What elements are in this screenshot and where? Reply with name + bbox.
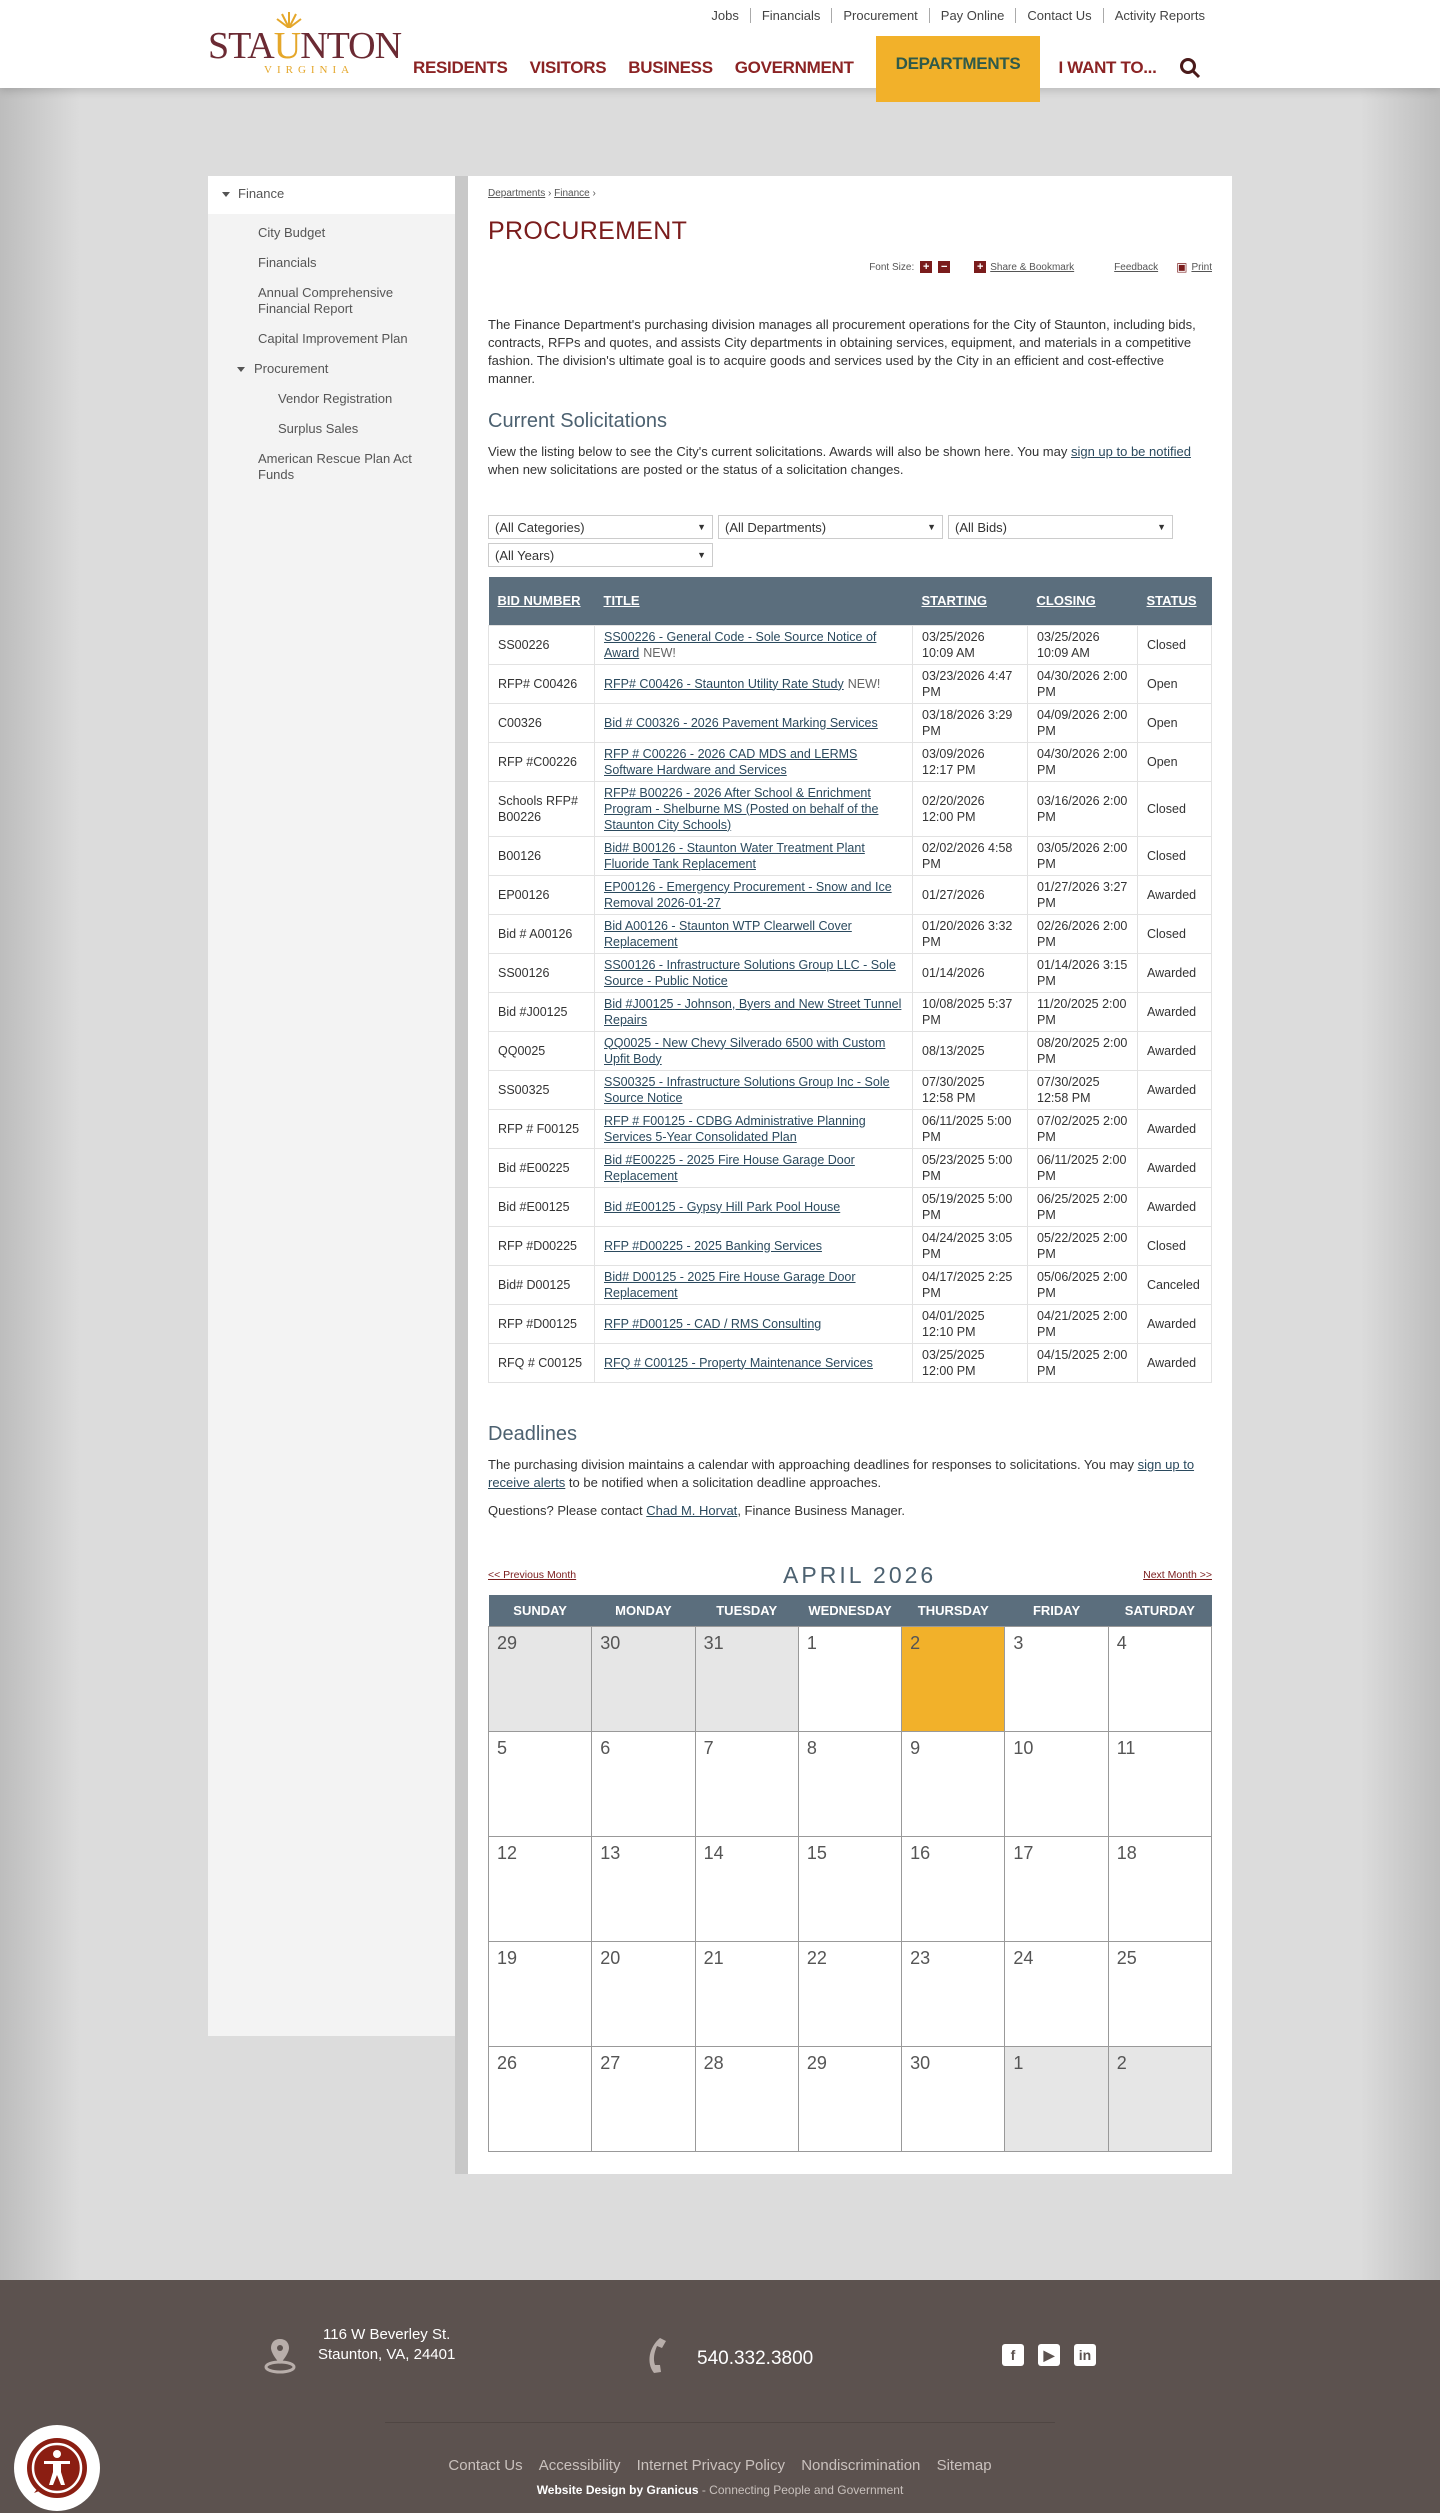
accessibility-icon — [22, 2433, 92, 2503]
page-tools — [488, 260, 1212, 274]
bid-title-link[interactable]: RFP #D00125 - CAD / RMS Consulting — [604, 1316, 822, 1331]
footer-credit — [0, 2483, 1440, 2497]
table-row — [489, 836, 1212, 875]
text: when new solicitations are posted or the status of a solicitation changes. — [488, 462, 904, 477]
sidebar-item-acfr[interactable]: Annual Comprehensive Financial Report — [258, 285, 394, 316]
breadcrumb-departments[interactable]: Departments — [488, 188, 546, 199]
title-cell — [595, 1031, 913, 1070]
closing-cell: 02/26/2026 2:00 PM — [1028, 914, 1138, 953]
calendar-day[interactable]: 1 — [798, 1627, 901, 1732]
bid-number-cell: Bid # A00126 — [489, 914, 595, 953]
calendar-day[interactable]: 15 — [798, 1837, 901, 1942]
calendar-day[interactable]: 16 — [902, 1837, 1005, 1942]
status-cell: Awarded — [1138, 875, 1212, 914]
caret-down-icon — [222, 192, 230, 197]
calendar-header — [488, 1562, 1212, 1589]
new-badge: NEW! — [643, 645, 676, 660]
chevron-down-icon: ▼ — [697, 550, 706, 560]
text: to be notified when a solicitation deadline approaches. — [565, 1474, 882, 1490]
starting-cell: 03/18/2026 3:29 PM — [913, 703, 1028, 742]
closing-cell: 07/30/2025 12:58 PM — [1028, 1070, 1138, 1109]
starting-cell: 01/27/2026 — [913, 875, 1028, 914]
status-cell: Awarded — [1138, 1304, 1212, 1343]
sidebar-item-surplus-sales[interactable]: Surplus Sales — [278, 421, 359, 436]
calendar-day[interactable]: 2 — [1108, 2047, 1211, 2152]
status-cell: Open — [1138, 742, 1212, 781]
bid-number-cell: Schools RFP# B00226 — [489, 781, 595, 836]
bid-number-cell: RFP #D00225 — [489, 1226, 595, 1265]
calendar-day[interactable]: 3 — [1005, 1627, 1108, 1732]
status-cell: Awarded — [1138, 1070, 1212, 1109]
content-gutter — [455, 176, 468, 2174]
footer-link-accessibility[interactable]: Accessibility — [538, 2457, 621, 2474]
title-cell — [595, 992, 913, 1031]
starting-cell: 03/25/2026 10:09 AM — [913, 625, 1028, 664]
starting-cell: 05/23/2025 5:00 PM — [913, 1148, 1028, 1187]
footer-links — [0, 2457, 1440, 2474]
footer-divider — [385, 2422, 1055, 2423]
title-cell — [595, 664, 913, 703]
sign-up-notified-link[interactable]: sign up to be notified — [1070, 444, 1191, 459]
previous-month-link[interactable]: << Previous Month — [488, 1569, 577, 1581]
share-bookmark-link[interactable]: Share & Bookmark — [990, 261, 1075, 273]
text: Questions? Please contact — [488, 1502, 647, 1518]
status-cell: Closed — [1138, 625, 1212, 664]
bid-title-link[interactable]: SS00226 - General Code - Sole Source Notice of Award — [604, 629, 877, 660]
years-select[interactable] — [488, 543, 713, 567]
col-closing[interactable]: CLOSING — [1028, 577, 1138, 625]
closing-cell: 06/11/2025 2:00 PM — [1028, 1148, 1138, 1187]
status-cell: Closed — [1138, 781, 1212, 836]
footer-link-privacy-policy[interactable]: Internet Privacy Policy — [636, 2457, 786, 2474]
contact-person-link[interactable]: Chad M. Horvat — [646, 1502, 738, 1518]
solicitation-filters — [488, 515, 1178, 567]
title-cell — [595, 1265, 913, 1304]
solicitations-heading: Current Solicitations — [488, 410, 667, 432]
text: View the listing below to see the City's current solicitations. Awards will also be shown here. You may — [488, 444, 1071, 459]
calendar-day-header: TUESDAY — [695, 1595, 798, 1627]
calendar-day[interactable]: 29 — [489, 1627, 592, 1732]
closing-cell: 03/05/2026 2:00 PM — [1028, 836, 1138, 875]
bid-number-cell: RFP# C00426 — [489, 664, 595, 703]
utility-link-jobs[interactable]: Jobs — [711, 8, 739, 23]
starting-cell: 06/11/2025 5:00 PM — [913, 1109, 1028, 1148]
calendar-day[interactable]: 21 — [695, 1942, 798, 2047]
table-row — [489, 1031, 1212, 1070]
nav-departments[interactable]: DEPARTMENTS — [876, 36, 1041, 102]
select-value: (All Categories) — [495, 519, 585, 535]
calendar-week — [489, 1732, 1212, 1837]
sidebar-item-vendor-registration[interactable]: Vendor Registration — [278, 391, 393, 406]
title-cell — [595, 836, 913, 875]
footer-link-contact-us[interactable]: Contact Us — [448, 2457, 523, 2474]
deadlines-heading: Deadlines — [488, 1422, 577, 1445]
table-row — [489, 703, 1212, 742]
sidebar-item-arpa-funds[interactable]: American Rescue Plan Act Funds — [258, 451, 412, 482]
logo-subtitle: VIRGINIA — [264, 64, 355, 76]
address-line-2: Staunton, VA, 24401 — [318, 2346, 456, 2363]
category-select[interactable] — [488, 515, 713, 539]
table-row — [489, 1187, 1212, 1226]
starting-cell: 03/25/2025 12:00 PM — [913, 1343, 1028, 1382]
sidebar-item-procurement[interactable] — [208, 354, 455, 384]
calendar-day-header: WEDNESDAY — [798, 1595, 901, 1627]
bid-title-link[interactable]: RFP# B00226 - 2026 After School & Enrichment Program - Shelburne MS (Posted on behalf of the Staunton City Schools) — [604, 785, 879, 832]
col-starting[interactable]: STARTING — [913, 577, 1028, 625]
staunton-logo[interactable] — [206, 12, 402, 76]
calendar-day-header: SUNDAY — [489, 1595, 592, 1627]
text: The purchasing division maintains a calendar with approaching deadlines for responses to solicitations. You may — [488, 1456, 1138, 1472]
bid-number-cell: RFP #C00226 — [489, 742, 595, 781]
col-bid-number[interactable]: BID NUMBER — [489, 577, 595, 625]
calendar-week — [489, 2047, 1212, 2152]
sidebar — [208, 176, 455, 2036]
calendar-day[interactable]: 29 — [798, 2047, 901, 2152]
bid-title-link[interactable]: RFP # C00226 - 2026 CAD MDS and LERMS Software Hardware and Services — [604, 746, 858, 777]
closing-cell: 04/15/2025 2:00 PM — [1028, 1343, 1138, 1382]
calendar-day-header: FRIDAY — [1005, 1595, 1108, 1627]
calendar-day[interactable]: 6 — [592, 1732, 695, 1837]
starting-cell: 01/20/2026 3:32 PM — [913, 914, 1028, 953]
chevron-down-icon: ▼ — [697, 522, 706, 532]
bid-title-link[interactable]: SS00126 - Infrastructure Solutions Group LLC - Sole Source - Public Notice — [604, 957, 896, 988]
bid-number-cell: SS00226 — [489, 625, 595, 664]
calendar-day-header: MONDAY — [592, 1595, 695, 1627]
closing-cell: 04/21/2025 2:00 PM — [1028, 1304, 1138, 1343]
calendar-day[interactable]: 1 — [1005, 2047, 1108, 2152]
bid-number-cell: EP00126 — [489, 875, 595, 914]
closing-cell: 01/27/2026 3:27 PM — [1028, 875, 1138, 914]
select-value: (All Departments) — [725, 519, 827, 535]
status-cell: Open — [1138, 664, 1212, 703]
starting-cell: 03/23/2026 4:47 PM — [913, 664, 1028, 703]
calendar-day[interactable]: 14 — [695, 1837, 798, 1942]
status-cell: Awarded — [1138, 1109, 1212, 1148]
status-cell: Awarded — [1138, 992, 1212, 1031]
select-value: (All Years) — [495, 547, 555, 563]
col-status[interactable]: STATUS — [1138, 577, 1212, 625]
bid-title-link[interactable]: RFQ # C00125 - Property Maintenance Services — [604, 1355, 873, 1370]
footer-phone[interactable]: 540.332.3800 — [697, 2348, 814, 2369]
map-pin-icon — [262, 2337, 298, 2375]
starting-cell: 04/01/2025 12:10 PM — [913, 1304, 1028, 1343]
main-content — [468, 176, 1232, 2174]
status-cell: Awarded — [1138, 1187, 1212, 1226]
table-row — [489, 1226, 1212, 1265]
title-cell — [595, 781, 913, 836]
bid-title-link[interactable]: Bid #J00125 - Johnson, Byers and New Street Tunnel Repairs — [604, 996, 902, 1027]
bid-number-cell: B00126 — [489, 836, 595, 875]
caret-down-icon — [237, 367, 245, 372]
main-nav — [413, 34, 1201, 102]
breadcrumb: Departments › Finance › — [488, 188, 596, 199]
nav-government[interactable]: GOVERNMENT — [734, 58, 854, 77]
title-cell — [595, 953, 913, 992]
address-line-1: 116 W Beverley St. — [323, 2326, 451, 2343]
table-row — [489, 914, 1212, 953]
table-row — [489, 1304, 1212, 1343]
bid-number-cell: Bid# D00125 — [489, 1265, 595, 1304]
starting-cell: 05/19/2025 5:00 PM — [913, 1187, 1028, 1226]
site-footer — [0, 2280, 1440, 2513]
calendar-day-today[interactable]: 2 — [902, 1627, 1005, 1732]
closing-cell: 05/06/2025 2:00 PM — [1028, 1265, 1138, 1304]
calendar-day[interactable]: 5 — [489, 1732, 592, 1837]
credit-text: - Connecting People and Government — [698, 2483, 904, 2497]
table-row — [489, 742, 1212, 781]
closing-cell: 06/25/2025 2:00 PM — [1028, 1187, 1138, 1226]
table-row — [489, 1109, 1212, 1148]
chevron-down-icon: ▼ — [927, 522, 936, 532]
calendar-day[interactable]: 27 — [592, 2047, 695, 2152]
font-increase-icon[interactable]: + — [920, 261, 932, 273]
calendar-day[interactable]: 31 — [695, 1627, 798, 1732]
sidebar-item-label: Procurement — [254, 361, 329, 376]
bid-title-link[interactable]: Bid A00126 - Staunton WTP Clearwell Cover Replacement — [604, 918, 852, 949]
closing-cell: 01/14/2026 3:15 PM — [1028, 953, 1138, 992]
print-icon: ▣ — [1176, 260, 1188, 274]
bid-title-link[interactable]: RFP# C00426 - Staunton Utility Rate Study — [604, 676, 844, 691]
bid-title-link[interactable]: RFP #D00225 - 2025 Banking Services — [604, 1238, 822, 1253]
calendar-day[interactable]: 7 — [695, 1732, 798, 1837]
col-title[interactable]: TITLE — [595, 577, 913, 625]
starting-cell: 02/20/2026 12:00 PM — [913, 781, 1028, 836]
bid-title-link[interactable]: Bid # C00326 - 2026 Pavement Marking Services — [604, 715, 878, 730]
department-select[interactable] — [718, 515, 943, 539]
phone-icon — [640, 2335, 670, 2375]
facebook-icon[interactable]: f — [1002, 2344, 1024, 2366]
status-cell: Closed — [1138, 914, 1212, 953]
bid-number-cell: Bid #J00125 — [489, 992, 595, 1031]
bid-number-cell: SS00126 — [489, 953, 595, 992]
social-links — [1002, 2344, 1096, 2366]
nav-residents[interactable]: RESIDENTS — [413, 58, 508, 77]
calendar-day[interactable]: 30 — [592, 1627, 695, 1732]
print-link[interactable]: Print — [1191, 261, 1212, 273]
calendar-day[interactable]: 28 — [695, 2047, 798, 2152]
bid-number-cell: C00326 — [489, 703, 595, 742]
deadlines-calendar — [488, 1595, 1212, 2153]
closing-cell: 08/20/2025 2:00 PM — [1028, 1031, 1138, 1070]
closing-cell: 07/02/2025 2:00 PM — [1028, 1109, 1138, 1148]
calendar-day[interactable]: 9 — [902, 1732, 1005, 1837]
status-cell: Open — [1138, 703, 1212, 742]
utility-link-procurement[interactable]: Procurement — [831, 8, 928, 23]
share-plus-icon: + — [974, 261, 986, 273]
table-row — [489, 953, 1212, 992]
bid-number-cell: QQ0025 — [489, 1031, 595, 1070]
title-cell — [595, 1304, 913, 1343]
status-cell: Closed — [1138, 1226, 1212, 1265]
calendar-day[interactable]: 25 — [1108, 1942, 1211, 2047]
sidebar-item-financials[interactable]: Financials — [258, 255, 317, 270]
page-title: PROCUREMENT — [488, 217, 688, 245]
calendar-day[interactable]: 22 — [798, 1942, 901, 2047]
closing-cell: 11/20/2025 2:00 PM — [1028, 992, 1138, 1031]
status-cell: Awarded — [1138, 953, 1212, 992]
table-row — [489, 1265, 1212, 1304]
calendar-day[interactable]: 4 — [1108, 1627, 1211, 1732]
starting-cell: 07/30/2025 12:58 PM — [913, 1070, 1028, 1109]
chevron-down-icon: ▼ — [1157, 522, 1166, 532]
table-row — [489, 1148, 1212, 1187]
calendar-week — [489, 1627, 1212, 1732]
table-row — [489, 625, 1212, 664]
bid-title-link[interactable]: QQ0025 - New Chevy Silverado 6500 with Custom Upfit Body — [604, 1035, 886, 1066]
starting-cell: 08/13/2025 — [913, 1031, 1028, 1070]
bid-title-link[interactable]: SS00325 - Infrastructure Solutions Group Inc - Sole Source Notice — [604, 1074, 890, 1105]
bid-title-link[interactable]: Bid #E00125 - Gypsy Hill Park Pool House — [604, 1199, 841, 1214]
calendar-day-header: THURSDAY — [902, 1595, 1005, 1627]
closing-cell: 05/22/2025 2:00 PM — [1028, 1226, 1138, 1265]
status-cell: Awarded — [1138, 1343, 1212, 1382]
calendar-day[interactable]: 8 — [798, 1732, 901, 1837]
calendar-day[interactable]: 20 — [592, 1942, 695, 2047]
title-cell — [595, 1109, 913, 1148]
status-cell: Canceled — [1138, 1265, 1212, 1304]
linkedin-icon[interactable]: in — [1074, 2344, 1096, 2366]
sidebar-item-city-budget[interactable]: City Budget — [258, 225, 326, 240]
table-row — [489, 1343, 1212, 1382]
starting-cell: 04/17/2025 2:25 PM — [913, 1265, 1028, 1304]
bid-title-link[interactable]: Bid# D00125 - 2025 Fire House Garage Door Replacement — [604, 1269, 856, 1300]
title-cell — [595, 625, 913, 664]
intro-paragraph: The Finance Department's purchasing division manages all procurement operations for the City of Staunton, including bids, contracts, RFPs and quotes, and assists City departments in obtaining services, equipment, and materials in a competitive fashion. The division's ultimate goal is to acquire goods and services used by the City in an efficient and cost-effective manner. — [488, 317, 1196, 386]
utility-link-contact-us[interactable]: Contact Us — [1015, 8, 1102, 23]
font-size-label: Font Size: — [869, 261, 915, 273]
bids-select[interactable] — [948, 515, 1173, 539]
starting-cell: 02/02/2026 4:58 PM — [913, 836, 1028, 875]
title-cell — [595, 875, 913, 914]
contact-line — [488, 1502, 1212, 1520]
select-value: (All Bids) — [955, 519, 1008, 535]
text: , Finance Business Manager. — [737, 1502, 905, 1518]
sidebar-item-finance[interactable] — [208, 176, 455, 214]
utility-link-pay-online[interactable]: Pay Online — [929, 8, 1016, 23]
calendar-day-header: SATURDAY — [1108, 1595, 1211, 1627]
closing-cell: 04/30/2026 2:00 PM — [1028, 664, 1138, 703]
nav-i-want-to[interactable]: I WANT TO... — [1058, 58, 1157, 77]
calendar-day[interactable]: 12 — [489, 1837, 592, 1942]
solicitations-description — [488, 443, 1212, 479]
bid-number-cell: RFQ # C00125 — [489, 1343, 595, 1382]
site-header — [0, 0, 1440, 88]
footer-address — [318, 2325, 455, 2365]
closing-cell: 04/30/2026 2:00 PM — [1028, 742, 1138, 781]
calendar-day[interactable]: 10 — [1005, 1732, 1108, 1837]
next-month-link[interactable]: Next Month >> — [1143, 1569, 1212, 1581]
sidebar-item-capital-improvement-plan[interactable]: Capital Improvement Plan — [258, 331, 408, 346]
starting-cell: 10/08/2025 5:37 PM — [913, 992, 1028, 1031]
nav-visitors[interactable]: VISITORS — [529, 58, 607, 77]
closing-cell: 04/09/2026 2:00 PM — [1028, 703, 1138, 742]
nav-business[interactable]: BUSINESS — [628, 58, 713, 77]
bid-title-link[interactable]: Bid #E00225 - 2025 Fire House Garage Door Replacement — [604, 1152, 855, 1183]
table-row — [489, 1070, 1212, 1109]
sidebar-top-label: Finance — [238, 186, 285, 201]
starting-cell: 04/24/2025 3:05 PM — [913, 1226, 1028, 1265]
calendar-day[interactable]: 13 — [592, 1837, 695, 1942]
starting-cell: 01/14/2026 — [913, 953, 1028, 992]
search-button[interactable] — [1179, 57, 1201, 79]
status-cell: Closed — [1138, 836, 1212, 875]
title-cell — [595, 1070, 913, 1109]
title-cell — [595, 1226, 913, 1265]
calendar-day[interactable]: 17 — [1005, 1837, 1108, 1942]
bid-title-link[interactable]: RFP # F00125 - CDBG Administrative Planning Services 5-Year Consolidated Plan — [604, 1113, 866, 1144]
calendar-day[interactable]: 30 — [902, 2047, 1005, 2152]
title-cell — [595, 914, 913, 953]
calendar-month: APRIL 2026 — [783, 1561, 937, 1588]
utility-nav — [700, 8, 1216, 23]
credit-bold[interactable]: Website Design by Granicus — [536, 2483, 699, 2497]
title-cell — [595, 1148, 913, 1187]
table-row — [489, 992, 1212, 1031]
font-decrease-icon[interactable]: − — [938, 261, 950, 273]
table-row — [489, 875, 1212, 914]
calendar-day[interactable]: 24 — [1005, 1942, 1108, 2047]
title-cell — [595, 742, 913, 781]
footer-link-sitemap[interactable]: Sitemap — [936, 2457, 992, 2474]
calendar-week — [489, 1837, 1212, 1942]
starting-cell: 03/09/2026 12:17 PM — [913, 742, 1028, 781]
bid-number-cell: Bid #E00125 — [489, 1187, 595, 1226]
new-badge: NEW! — [847, 676, 881, 691]
feedback-link[interactable]: Feedback — [1114, 261, 1159, 273]
calendar-day[interactable]: 18 — [1108, 1837, 1211, 1942]
table-row — [489, 664, 1212, 703]
table-row — [489, 781, 1212, 836]
bid-title-link[interactable]: EP00126 - Emergency Procurement - Snow and Ice Removal 2026-01-27 — [604, 879, 892, 910]
bid-number-cell: SS00325 — [489, 1070, 595, 1109]
deadlines-description — [488, 1456, 1212, 1492]
youtube-icon[interactable]: ▶ — [1038, 2344, 1060, 2366]
title-cell — [595, 703, 913, 742]
bid-number-cell: Bid #E00225 — [489, 1148, 595, 1187]
calendar-day[interactable]: 19 — [489, 1942, 592, 2047]
solicitations-table — [488, 577, 1212, 1383]
calendar-day[interactable]: 26 — [489, 2047, 592, 2152]
calendar-day[interactable]: 23 — [902, 1942, 1005, 2047]
calendar-week — [489, 1942, 1212, 2047]
status-cell: Awarded — [1138, 1148, 1212, 1187]
accessibility-widget-button[interactable] — [14, 2425, 100, 2511]
bid-number-cell: RFP # F00125 — [489, 1109, 595, 1148]
closing-cell: 03/25/2026 10:09 AM — [1028, 625, 1138, 664]
search-icon — [1179, 57, 1201, 79]
title-cell — [595, 1187, 913, 1226]
bid-title-link[interactable]: Bid# B00126 - Staunton Water Treatment Plant Fluoride Tank Replacement — [604, 840, 865, 871]
closing-cell: 03/16/2026 2:00 PM — [1028, 781, 1138, 836]
title-cell — [595, 1343, 913, 1382]
footer-link-nondiscrimination[interactable]: Nondiscrimination — [801, 2457, 921, 2474]
utility-link-activity-reports[interactable]: Activity Reports — [1103, 8, 1216, 23]
utility-link-financials[interactable]: Financials — [750, 8, 832, 23]
calendar-day[interactable]: 11 — [1108, 1732, 1211, 1837]
bid-number-cell: RFP #D00125 — [489, 1304, 595, 1343]
status-cell: Awarded — [1138, 1031, 1212, 1070]
logo-wordmark: STAUNTON — [208, 25, 402, 67]
breadcrumb-finance[interactable]: Finance — [554, 188, 590, 199]
sign-up-alerts-link[interactable]: sign up to receive alerts — [488, 1456, 1195, 1490]
